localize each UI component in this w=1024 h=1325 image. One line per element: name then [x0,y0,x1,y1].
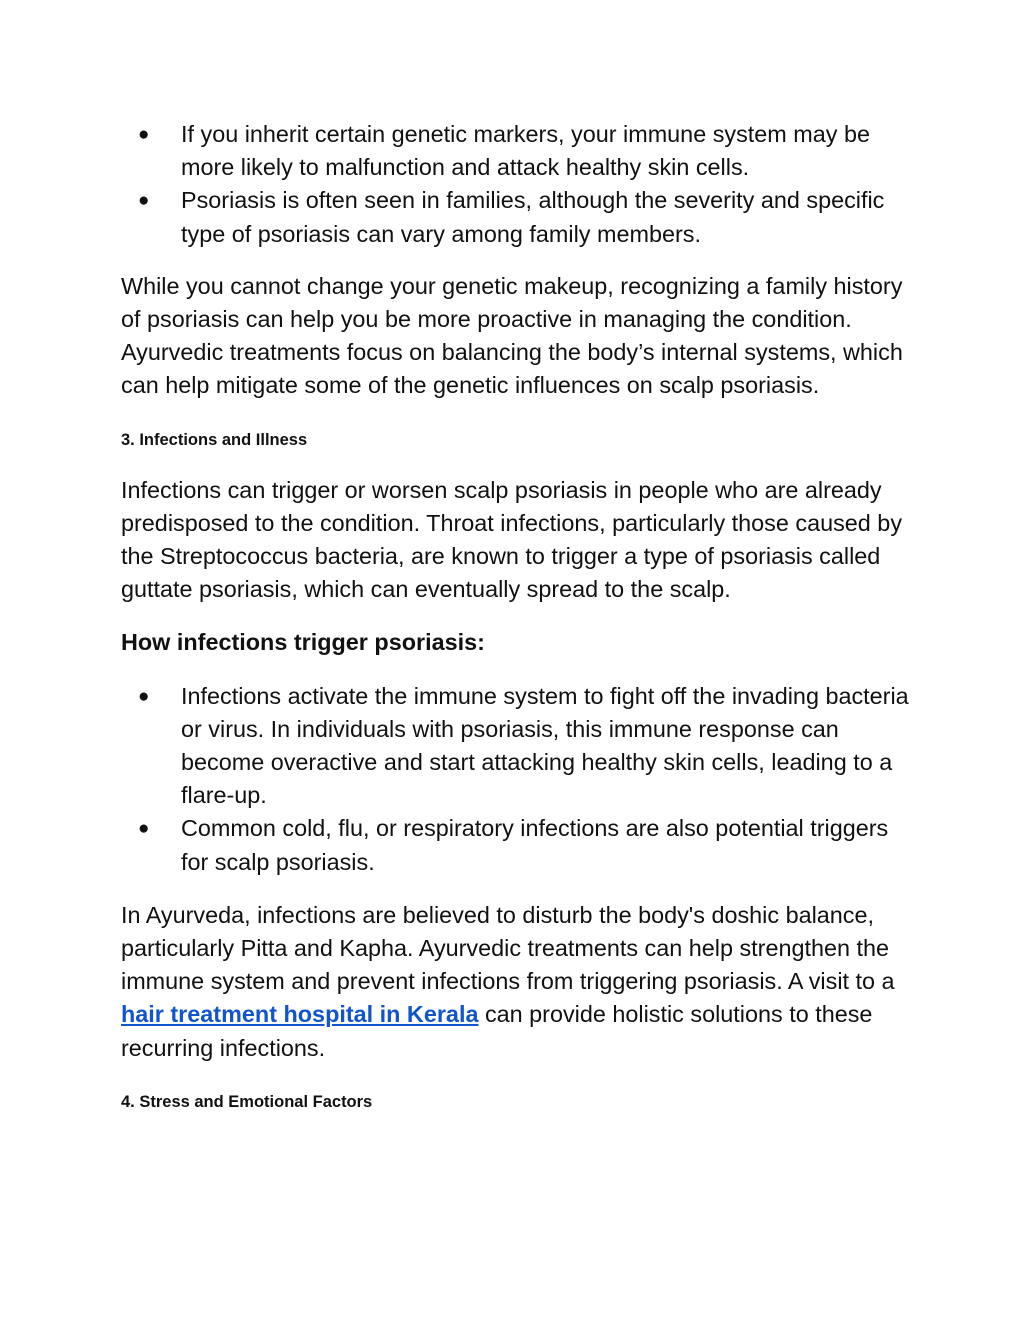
list-item-text: Infections activate the immune system to fight off the invading bacteria or virus. In individuals with psoriasis, this immune response can become overactive and start attacking healthy skin cells, leading to a flare-up. [181,682,909,809]
list-item-text: If you inherit certain genetic markers, your immune system may be more likely to malfunction and attack healthy skin cells. [181,121,870,181]
section-heading-infections: 3. Infections and Illness [121,430,308,449]
bullet-icon: ● [138,190,150,212]
genetics-bullet-list [121,118,911,251]
bullet-icon: ● [138,818,150,840]
how-infections-subheading: How infections trigger psoriasis: [121,629,485,656]
ayurveda-text-before-link: In Ayurveda, infections are believed to disturb the body's doshic balance, particularly Pitta and Kapha. Ayurvedic treatments can help strengthen the immune system and prevent infections from triggering psoriasis. A visit to a [121,901,895,995]
list-item-text: Psoriasis is often seen in families, although the severity and specific type of psoriasis can vary among family members. [181,187,885,247]
genetics-paragraph: While you cannot change your genetic makeup, recognizing a family history of psoriasis can help you be more proactive in managing the condition. Ayurvedic treatments focus on balancing the body’s internal systems, which can help mitigate some of the genetic influences on scalp psoriasis. [121,272,903,399]
ayurveda-text-after-link: can provide holistic solutions to these recurring infections. [121,1001,873,1061]
ayurveda-paragraph [121,899,911,1065]
hair-treatment-hospital-link[interactable]: hair treatment hospital in Kerala [121,1001,479,1028]
list-item [121,118,911,184]
list-item [121,812,911,878]
infections-bullet-list [121,680,911,879]
infections-paragraph: Infections can trigger or worsen scalp psoriasis in people who are already predisposed to the condition. Throat infections, particularly those caused by the Streptococcus bacteria, are known to trigger a type of psoriasis called guttate psoriasis, which can eventually spread to the scalp. [121,476,903,603]
section-heading-stress: 4. Stress and Emotional Factors [121,1092,373,1111]
bullet-icon: ● [138,124,150,145]
list-item [121,680,911,813]
list-item-text: Common cold, flu, or respiratory infections are also potential triggers for scalp psoriasis. [181,815,889,875]
list-item [121,184,911,250]
document-page [121,118,911,1113]
bullet-icon: ● [138,685,150,707]
